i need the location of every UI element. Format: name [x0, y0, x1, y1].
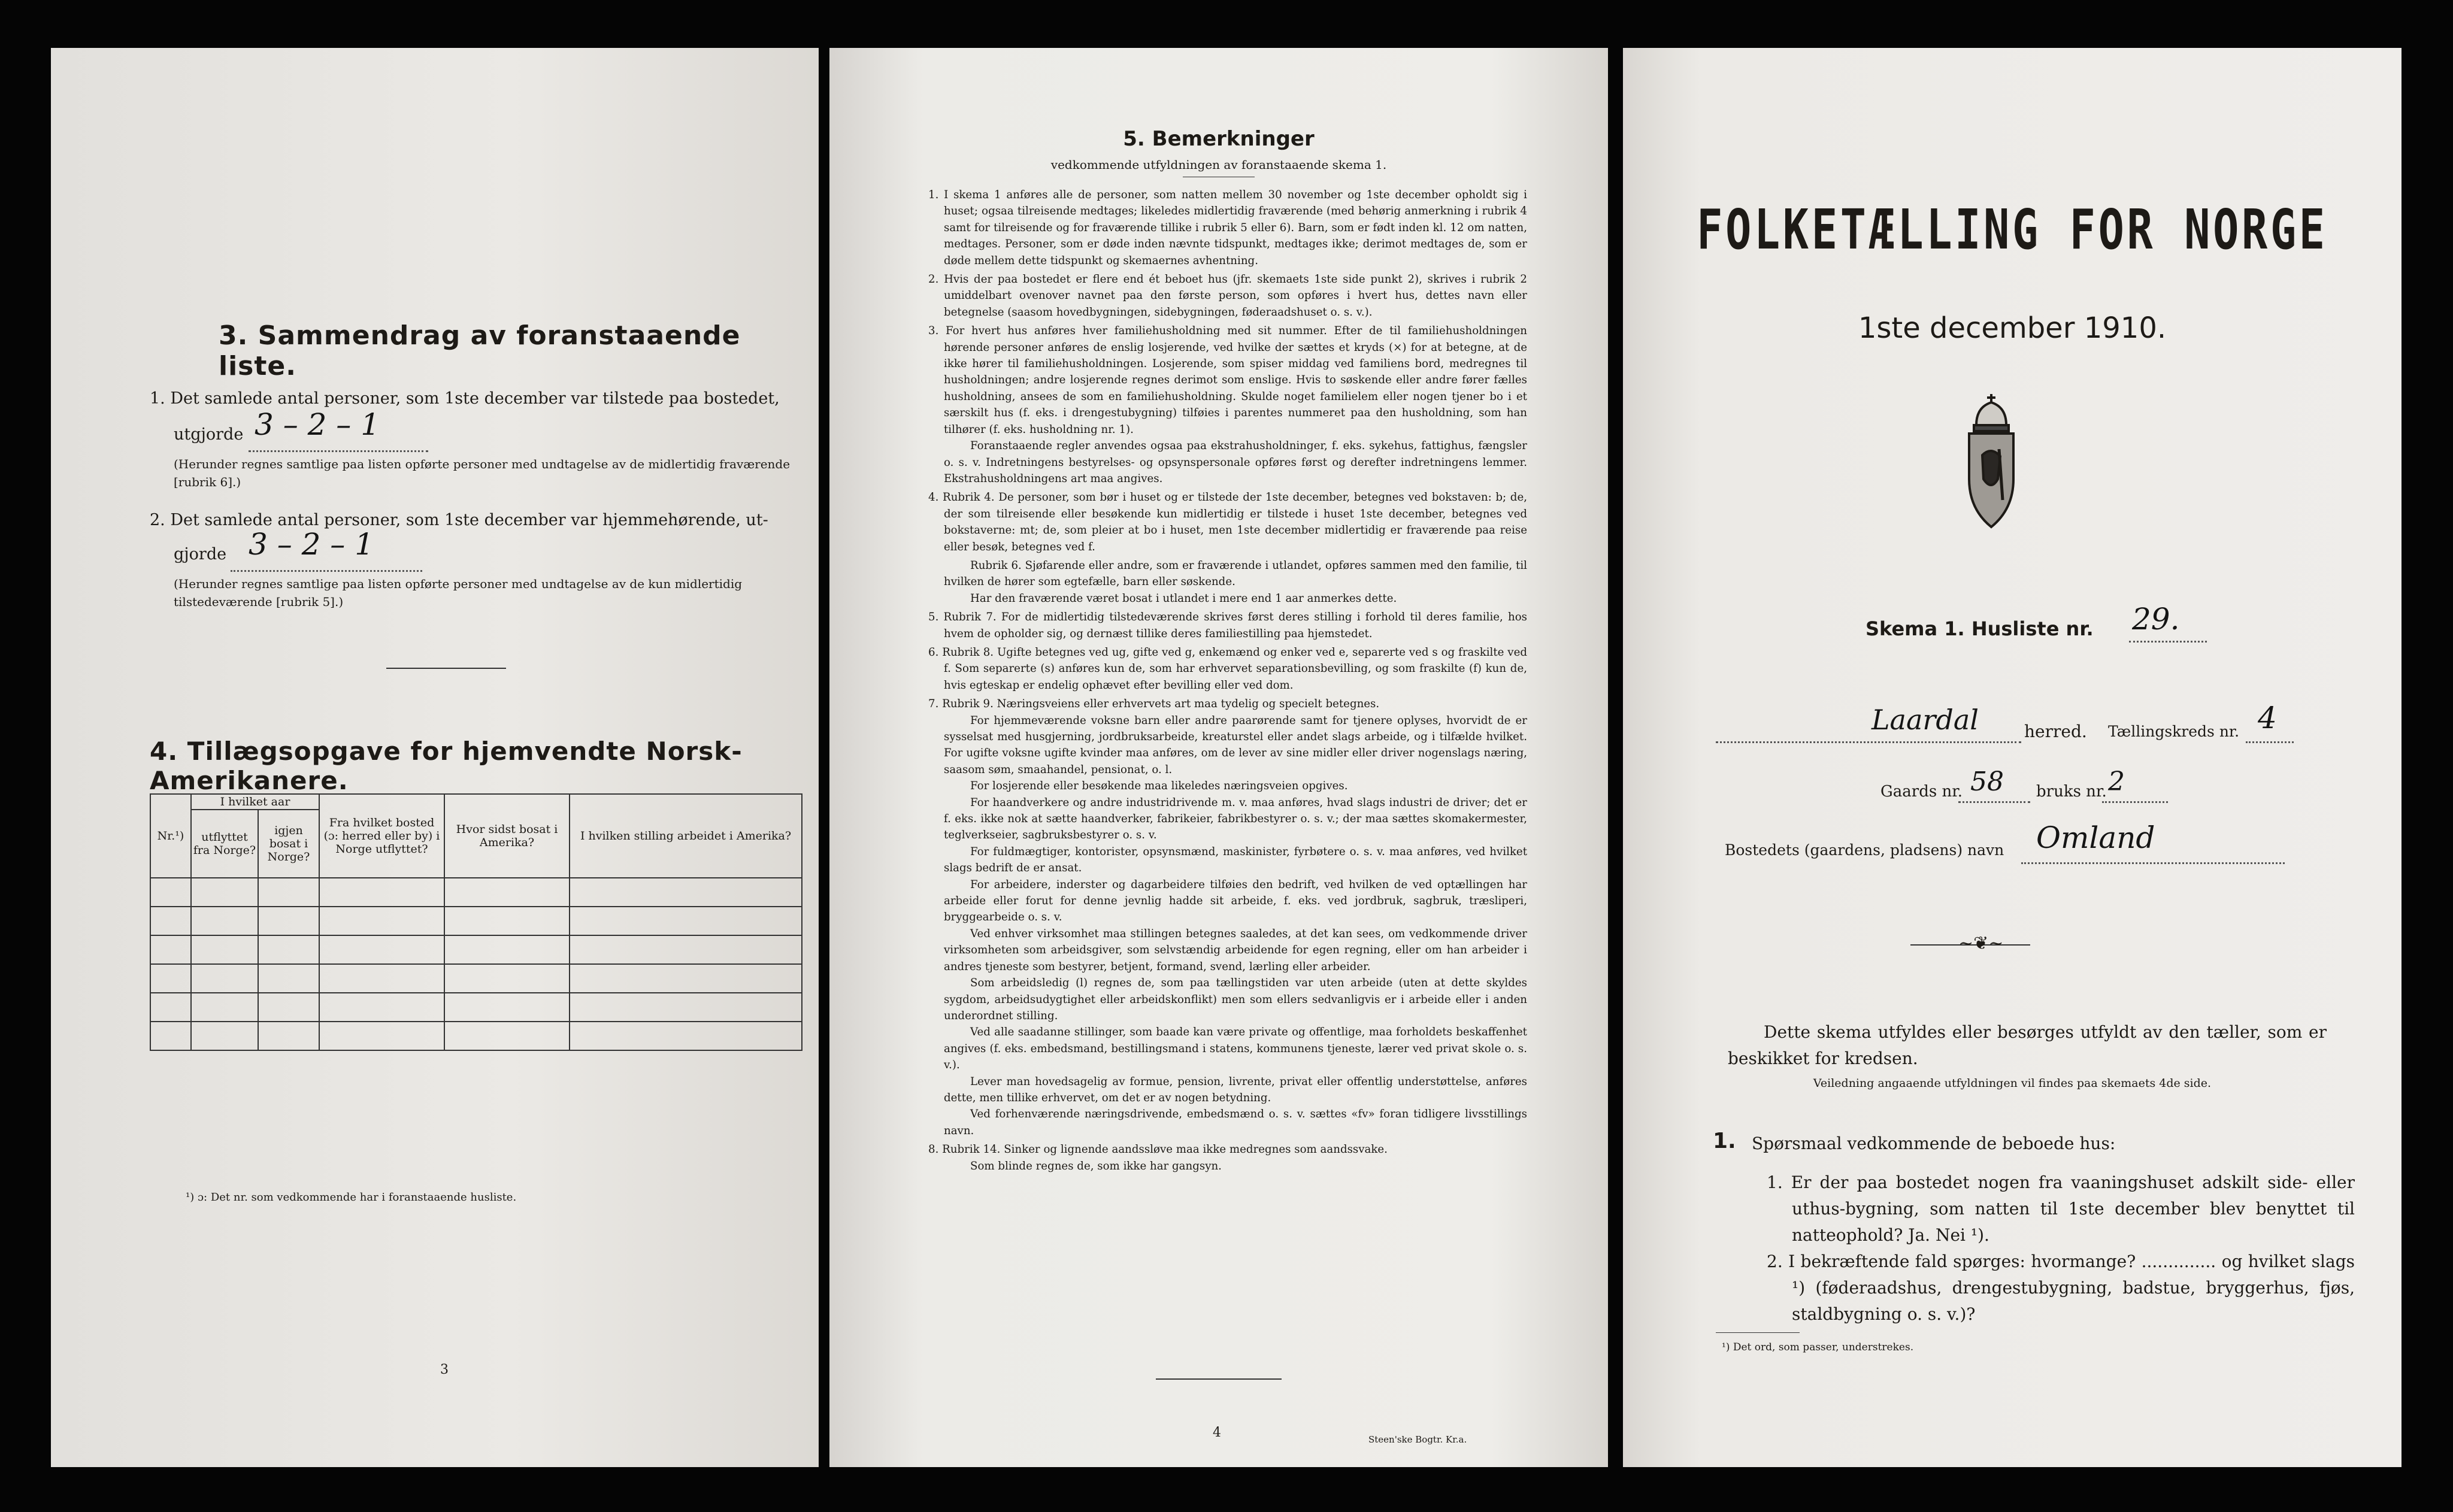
section-3-item-1 [150, 386, 802, 411]
herred-dotline [1716, 741, 2021, 743]
remark-1: 1. I skema 1 anføres alle de personer, som natten mellem 30 november og 1ste december opholdt sig i huset; ogsaa tilreisende medtages; likeledes midlertidig fraværende (med behørig anmerkning i rubrik 4 samt for tilreisende og for fraværende tillike i rubrik 5 eller 6). Barn, som er født inden kl. 12 om natten, medtages. Personer, som er døde inden nævnte tidspunkt, medtages ikke; derimot medtages de, som er døde mellem dette tidspunkt og skemaernes avhentning. [928, 189, 1527, 267]
section-4-footnote: ¹) ɔ: Det nr. som vedkommende har i foranstaaende husliste. [186, 1191, 517, 1204]
item-2-note: (Herunder regnes samtlige paa listen opførte personer med undtagelse av de kun midlertidig tilstedeværende [rubrik 5].) [174, 577, 743, 609]
skema-label: Skema 1. Husliste nr. [1866, 617, 2094, 640]
remark-7j: Ved forhenværende næringsdrivende, embedsmænd o. s. v. sættes «fv» foran tidligere livsstillings navn. [944, 1108, 1527, 1137]
ornament: ~❦~ [1958, 933, 2004, 954]
bosted-dotline [2021, 862, 2285, 864]
husliste-number: 29. [2132, 602, 2180, 637]
remark-7d: For fuldmægtiger, kontorister, opsynsmænd, maskinister, fyrbøtere o. s. v. maa anføres, ved hvilket slags bedrift de er ansat. [944, 845, 1527, 875]
remarks-end-rule [1156, 1378, 1282, 1380]
right-footnote: ¹) Det ord, som passer, understrekes. [1722, 1341, 1914, 1353]
remark-8: 8. Rubrik 14. Sinker og lignende aandssløve maa ikke medregnes som aandssvake. [928, 1143, 1388, 1156]
item-1-text: 1. Det samlede antal personer, som 1ste december var tilstede paa bostedet, [150, 389, 780, 408]
remark-7g: Som arbeidsledig (l) regnes de, som paa tællingstiden var uten arbeide (uten at dette skyldes sygdom, arbeidsudygtighet eller arbeidskonflikt) men som ellers sedvanligvis er i arbeide eller i anden underordnet stilling. [944, 977, 1527, 1022]
remark-8b: Som blinde regnes de, som ikke har gangsyn. [970, 1159, 1222, 1172]
question-1: 1. Er der paa bostedet nogen fra vaaningshuset adskilt side- eller uthus-bygning, som natten til 1ste december blev benyttet til natteophold? Ja. Nei ¹). [1767, 1172, 2355, 1245]
remark-2: 2. Hvis der paa bostedet er flere end ét beboet hus (jfr. skemaets 1ste side punkt 2), skrives i rubrik 2 umiddelbart ovenover navnet paa den første person, som opføres i hvert hus, dettes navn eller betegnelse (saasom hovedbygningen, sidebygningen, føderaadshuset o. s. v.). [928, 273, 1527, 319]
gaards-number: 58 [1970, 766, 2004, 797]
intro-small: Veiledning angaaende utfyldningen vil findes paa skemaets 4de side. [1813, 1077, 2212, 1090]
bruks-number: 2 [2108, 766, 2125, 797]
bosted-name: Omland [2036, 820, 2155, 855]
bruks-label: bruks nr. [2036, 783, 2107, 801]
item-1-dotline [249, 450, 428, 452]
remarks-heading: 5. Bemerkninger [1123, 127, 1315, 151]
remark-7f: Ved enhver virksomhet maa stillingen betegnes saaledes, at det kan sees, om vedkommende driver virksomheten som arbeidsgiver, som selvstændig arbeidende for egen regning, eller om han arbeider i andres tjeneste som bestyrer, betjent, formand, svend, lærling eller arbeider. [944, 927, 1527, 973]
right-page [1623, 48, 2401, 1467]
remark-5: 5. Rubrik 7. For de midlertidig tilstedeværende skrives først deres stilling i forhold til deres familie, hos hvem de opholder sig, og dernæst tillike deres familiestilling paa hjemstedet. [928, 611, 1527, 640]
item-2-text: 2. Det samlede antal personer, som 1ste december var hjemmehørende, ut- [150, 511, 768, 529]
bruks-dotline [2102, 801, 2168, 803]
item-1-note: (Herunder regnes samtlige paa listen opførte personer med undtagelse av de midlertidig fraværende [rubrik 6].) [174, 457, 791, 489]
question-2: 2. I bekræftende fald spørges: hvormange? .............. og hvilket slags ¹) (føderaadshus, drengestubygning, badstue, bryggerhus, fjøs, staldbygning o. s. v.)? [1767, 1252, 2355, 1324]
col-group-year: I hvilket aar [191, 794, 319, 810]
question-section-number: 1. [1713, 1129, 1736, 1153]
section-4-heading: 4. Tillægsopgave for hjemvendte Norsk-Amerikanere. [150, 737, 743, 795]
norway-coat-of-arms-icon [1958, 389, 2024, 533]
remark-7: 7. Rubrik 9. Næringsveiens eller erhvervets art maa tydelig og specielt betegnes. [928, 698, 1380, 711]
gaards-dotline [1958, 801, 2030, 803]
remarks-body [928, 187, 1527, 1174]
remark-7h: Ved alle saadanne stillinger, som baade kan være private og offentlige, maa forholdets beskaffenhet angives (f. eks. embedsmand, bestillingsmand i statens, kommunens tjeneste, lærer ved privat skole o. s. v.). [944, 1026, 1527, 1072]
herred-name: Laardal [1871, 704, 1979, 736]
herred-label: herred. [2024, 722, 2087, 741]
husliste-dotline [2129, 641, 2207, 643]
remark-7c: For haandverkere og andre industridrivende m. v. maa anføres, hvad slags industri de driver; det er f. eks. ikke nok at sætte haandverker, fabrikeier, fabrikbestyrer o. s. v.; der maa sættes skomakermester, teglverkseier, sagbruksbestyrer o. s. v. [944, 796, 1527, 842]
kreds-label: Tællingskreds nr. [2108, 723, 2240, 740]
remark-7i: Lever man hovedsagelig av formue, pension, livrente, privat eller offentlig understøttelse, anføres dette, men tillike erhvervet, om det er av nogen betydning. [944, 1075, 1527, 1104]
item-2-prefix: gjorde [174, 545, 227, 563]
kreds-number: 4 [2258, 701, 2277, 735]
left-page [51, 48, 819, 1467]
remark-4b: Rubrik 6. Sjøfarende eller andre, som er fraværende i utlandet, opføres sammen med den familie, til hvilken de hører som egtefælle, barn eller søskende. [944, 559, 1527, 589]
remarks-subheading: vedkommende utfyldningen av foranstaaende skema 1. [1050, 157, 1387, 172]
bosted-label: Bostedets (gaardens, pladsens) navn [1725, 841, 2004, 859]
intro-text: Dette skema utfyldes eller besørges utfyldt av den tæller, som er beskikket for kredsen. [1728, 1022, 2327, 1068]
col-from: Fra hvilket bosted (ɔ: herred eller by) i Norge utflyttet? [319, 794, 444, 878]
footnote-rule [1716, 1332, 1800, 1333]
col-returned: igjen bosat i Norge? [258, 810, 319, 878]
printer-imprint: Steen'ske Bogtr. Kr.a. [1368, 1434, 1467, 1445]
page-number-4: 4 [1213, 1425, 1221, 1440]
remark-3b: Foranstaaende regler anvendes ogsaa paa ekstrahusholdninger, f. eks. sykehus, fattighus, fængsler o. s. v. Indretningens bestyrelses- og opsynspersonale opføres først og derefter indretningens lemmer. Ekstrahusholdningens art maa angives. [944, 440, 1527, 485]
gaards-label: Gaards nr. [1880, 783, 1963, 801]
norsk-amerikanere-table [150, 793, 802, 1051]
col-position: I hvilken stilling arbeidet i Amerika? [570, 794, 802, 878]
divider [386, 668, 506, 669]
item-2-dotline [231, 570, 422, 572]
question-section-heading: Spørsmaal vedkommende de beboede hus: [1752, 1134, 2116, 1153]
remark-7e: For arbeidere, inderster og dagarbeidere tilføies den bedrift, ved hvilken de ved optællingen har arbeide eller forut for denne jevnlig hadde sit arbeide, f. eks. ved jordbruk, sagbruk, træsliperi, bryggearbeide o. s. v. [944, 878, 1527, 924]
item-1-handwritten-count: 3 – 2 – 1 [255, 407, 380, 442]
section-3-heading: 3. Sammendrag av foranstaaende liste. [219, 320, 741, 381]
census-title: FOLKETÆLLING FOR NORGE [1697, 198, 2328, 262]
remark-3: 3. For hvert hus anføres hver familiehusholdning med sit nummer. Efter de til familiehusholdningen hørende personer anføres de enslig losjerende, ved hvilke der sættes et kryds (×) for at betegne, at de ikke hører til familiehusholdningen. Losjerende, som spiser middag ved familiens bord, medregnes til husholdningen; andre losjerende regnes derimot som enslige. Hvis to søskende eller andre fører fælles husholdning, ansees de som en familiehusholdning. Skulde noget familielem eller nogen tjener bo i et særskilt hus (f. eks. i drengestubygning) tilføies i parentes nummeret paa den husholdning, som han tilhører (f. eks. husholdning nr. 1). [928, 325, 1527, 436]
middle-page [829, 48, 1608, 1467]
col-nr: Nr.¹) [150, 794, 191, 878]
page-number-3: 3 [440, 1362, 449, 1377]
col-where: Hvor sidst bosat i Amerika? [444, 794, 570, 878]
col-emigrated: utflyttet fra Norge? [191, 810, 258, 878]
census-date: 1ste december 1910. [1858, 311, 2167, 345]
remark-6: 6. Rubrik 8. Ugifte betegnes ved ug, gifte ved g, enkemænd og enker ved e, separerte ved s og fraskilte ved f. Som separerte (s) anføres kun de, som har erhvervet separationsbevilling, og som fraskilte (f) kun de, hvis egteskap er endelig ophævet efter bevilling eller ved dom. [928, 646, 1527, 692]
kreds-dotline [2246, 741, 2294, 743]
remark-7b: For losjerende eller besøkende maa likeledes næringsveien opgives. [970, 780, 1348, 793]
item-2-handwritten-count: 3 – 2 – 1 [249, 527, 374, 562]
remark-4: 4. Rubrik 4. De personer, som bør i huset og er tilstede der 1ste december, betegnes ved bokstaven: b; de, der som tilreisende eller besøkende kun midlertidig er tilstede i huset 1ste december, betegnes ved bokstaverne: mt; de, som pleier at bo i huset, men 1ste december midlertidig er fraværende paa reise eller besøk, betegnes ved f. [928, 491, 1527, 553]
remark-4c: Har den fraværende været bosat i utlandet i mere end 1 aar anmerkes dette. [970, 592, 1397, 605]
item-1-prefix: utgjorde [174, 425, 244, 444]
remark-7a: For hjemmeværende voksne barn eller andre paarørende samt for tjenere oplyses, hvorvidt de er sysselsat med husgjerning, jordbruksarbeide, kreaturstel eller andet slags arbeide, og i tilfælde hvilket. For ugifte voksne ugifte kvinder maa anføres, om de lever av sine midler eller driver nogenslags næring, saasom søm, smaahandel, pensionat, o. l. [944, 714, 1527, 776]
